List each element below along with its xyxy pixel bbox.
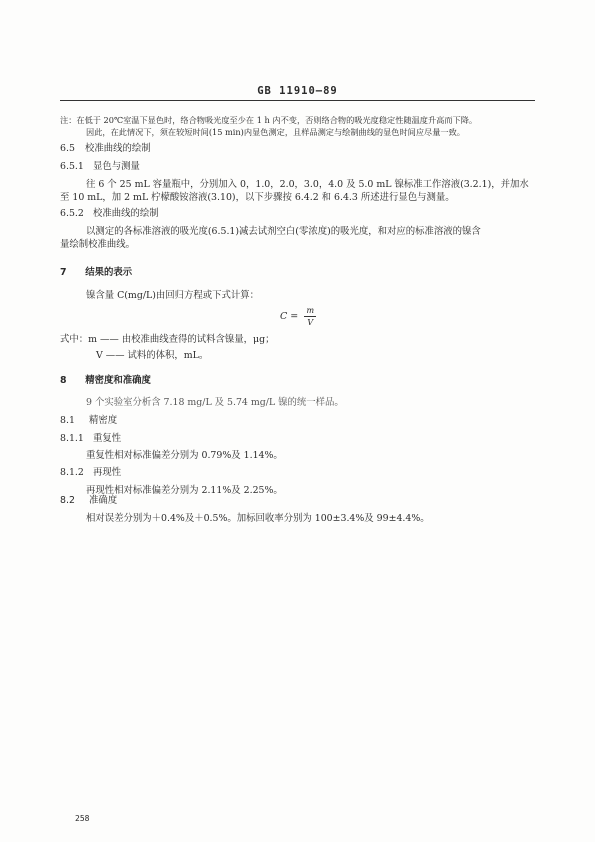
section-8-1-heading	[60, 414, 540, 427]
section-8-2-heading	[60, 494, 540, 507]
section-number: 6.5	[60, 143, 75, 154]
section-6-5-1-body	[60, 178, 540, 204]
fraction-bar	[304, 316, 316, 317]
paragraph-line: 9 个实验室分析含 7.18 mg/L 及 5.74 mg/L 镍的统一样品。	[86, 397, 344, 408]
section-8-intro	[60, 396, 540, 409]
section-title: 校准曲线的绘制	[84, 143, 151, 154]
section-7-where	[60, 333, 540, 362]
section-8-1-2-heading	[60, 466, 540, 479]
fraction	[304, 306, 316, 327]
paragraph-line: 相对误差分别为＋0.4%及＋0.5%。加标回收率分别为 100±3.4%及 99±4.4%。	[86, 513, 430, 524]
section-title: 再现性	[92, 467, 122, 478]
section-title: 校准曲线的绘制	[92, 208, 159, 219]
fraction-numerator: m	[306, 306, 315, 315]
section-8-2-body	[60, 512, 540, 525]
note-block	[60, 114, 540, 138]
section-title: 精密度和准确度	[85, 375, 151, 386]
paragraph-line: 再现性相对标准偏差分别为 2.11%及 2.25%。	[86, 485, 283, 496]
section-number: 7	[60, 267, 67, 278]
section-6-5-2-heading	[60, 207, 540, 220]
section-title: 精密度	[88, 415, 118, 426]
page-header: GB 11910—89	[257, 85, 338, 97]
note-line-1: 注：在低于 20℃室温下显色时，络合物吸光度至少在 1 h 内不变，否则络合物的吸光度稳定性随温度升高而下降。	[60, 115, 478, 125]
section-number: 6.5.2	[60, 208, 84, 219]
section-7-intro	[60, 289, 540, 302]
where-line-1: 式中：m —— 由校准曲线查得的试料含镍量，μg；	[60, 334, 275, 345]
section-8-heading	[60, 374, 540, 387]
section-number: 8.1.2	[60, 467, 84, 478]
paragraph-line: 重复性相对标准偏差分别为 0.79%及 1.14%。	[86, 450, 283, 461]
formula	[280, 306, 316, 327]
section-6-5-heading	[60, 142, 540, 155]
section-title: 重复性	[92, 433, 122, 444]
paragraph-line: 镍含量 C(mg/L)由回归方程或下式计算：	[86, 290, 259, 301]
section-8-1-1-body	[60, 449, 540, 462]
section-number: 8.1.1	[60, 433, 84, 444]
section-title: 显色与测量	[92, 161, 140, 172]
note-line-2: 因此，在此情况下，须在较短时间(15 min)内显色测定，且样品测定与绘制曲线的显色时间应尽量一致。	[86, 127, 465, 137]
paragraph-line: 量绘制校准曲线。	[60, 239, 136, 250]
section-number: 8.1	[60, 415, 75, 426]
section-7-heading	[60, 266, 540, 279]
section-6-5-1-heading	[60, 160, 540, 173]
paragraph-line: 以测定的各标准溶液的吸光度(6.5.1)减去试剂空白(零浓度)的吸光度，和对应的标准溶液的镍含	[86, 226, 481, 237]
section-number: 8	[60, 375, 67, 386]
fraction-denominator: V	[307, 318, 314, 327]
section-number: 6.5.1	[60, 161, 84, 172]
formula-lhs: C =	[280, 311, 299, 322]
section-6-5-2-body	[60, 225, 540, 251]
section-number: 8.2	[60, 495, 75, 506]
paragraph-line: 至 10 mL，加 2 mL 柠檬酸铵溶液(3.10)，以下步骤按 6.4.2 和 6.4.3 所述进行显色与测量。	[60, 192, 455, 203]
section-8-1-1-heading	[60, 432, 540, 445]
paragraph-line: 往 6 个 25 mL 容量瓶中，分别加入 0，1.0，2.0，3.0，4.0 及 5.0 mL 镍标准工作溶液(3.2.1)，并加水	[86, 179, 529, 190]
header-rule	[60, 100, 535, 101]
page-number: 258	[75, 814, 90, 823]
where-line-2: V —— 试料的体积，mL。	[96, 350, 209, 361]
section-title: 准确度	[88, 495, 118, 506]
section-title: 结果的表示	[85, 267, 133, 278]
